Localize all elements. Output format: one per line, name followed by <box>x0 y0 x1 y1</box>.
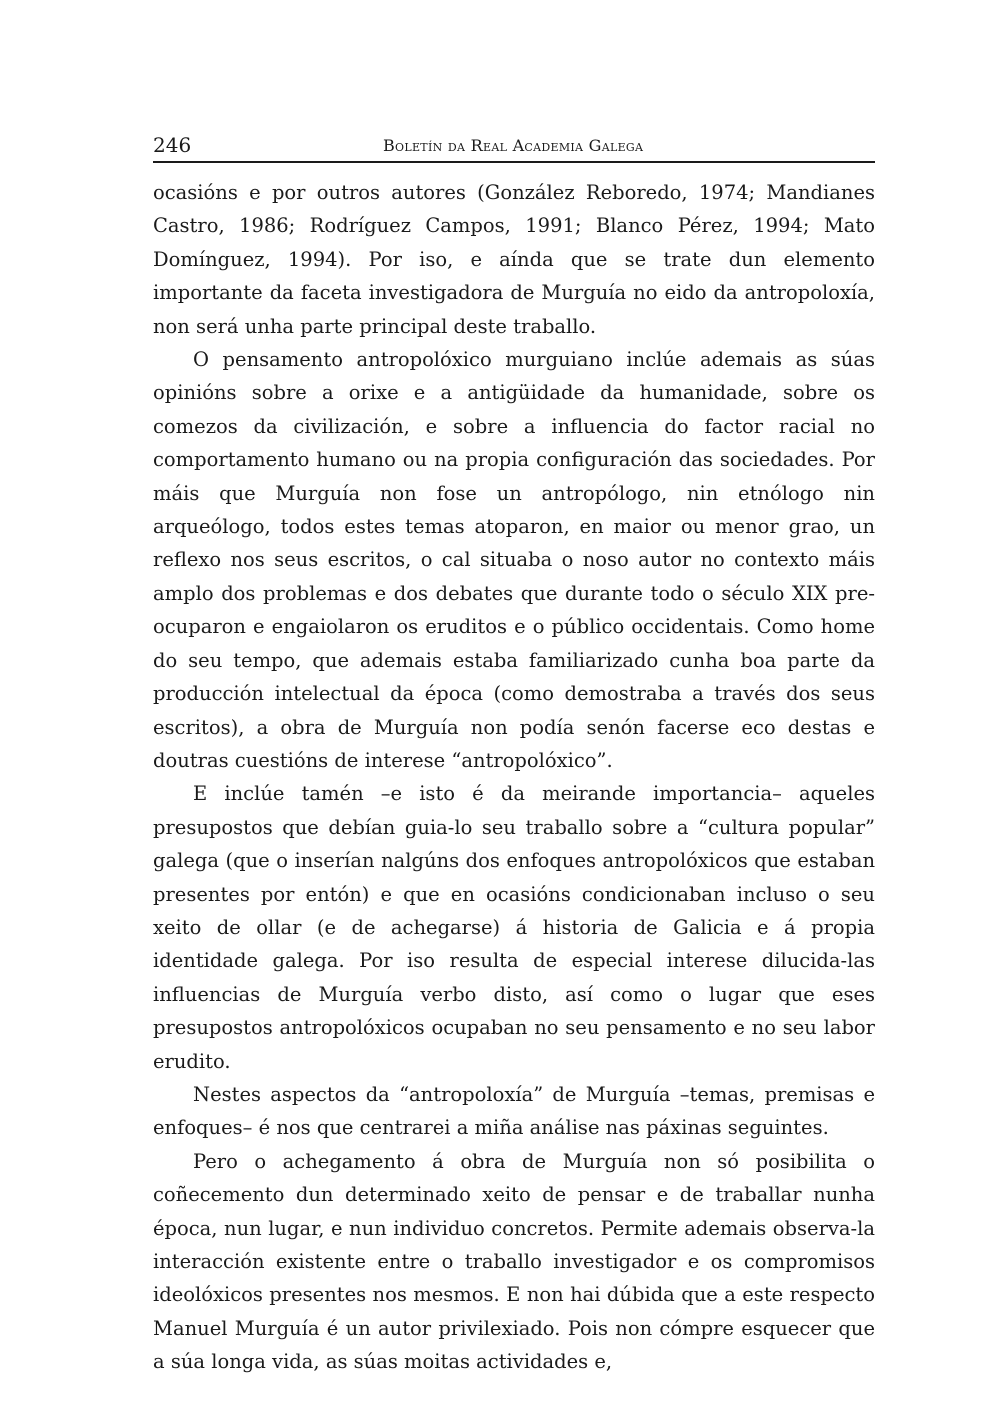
running-header <box>153 131 875 161</box>
paragraph: O pensamento antropolóxico murguiano inclúe ademais as súas opinións sobre a orixe e a antigüidade da humanidade, sobre os comezos da civilización, e sobre a influencia do factor racial no comportamento humano ou na propia configuración das sociedades. Por máis que Murguía non fose un antropólogo, nin etnólogo nin arqueólogo, todos estes temas atoparon, en maior ou menor grao, un reflexo nos seus escritos, o cal situaba o noso autor no contexto máis amplo dos problemas e dos debates que durante todo o século XIX preocuparon e engaiolaron os eruditos e o público occidentais. Como home do seu tempo, que ademais estaba familiarizado cunha boa parte da producción intelectual da época (como demostraba a través dos seus escritos), a obra de Murguía non podía senón facerse eco destas e doutras cuestións de interese “antropolóxico”. <box>153 348 875 772</box>
paragraph-continuation: ocasións e por outros autores (González Reboredo, 1974; Mandianes Castro, 1986; Rodríguez Campos, 1991; Blanco Pérez, 1994; Mato Domínguez, 1994). Por iso, e aínda que se trate dun elemento importante da faceta investigadora de Murguía no eido da antropoloxía, non será unha parte principal deste traballo. <box>153 181 875 338</box>
paragraph: Pero o achegamento á obra de Murguía non só posibilita o coñecemento dun determinado xeito de pensar e de traballar nunha época, nun lugar, e nun individuo concretos. Permite ademais observa-la interacción existente entre o traballo investigador e os compromisos ideolóxicos presentes nos mesmos. E non hai dúbida que a este respecto Manuel Murguía é un autor privilexiado. Pois non cómpre esquecer que a súa longa vida, as súas moitas actividades e, <box>153 1149 875 1374</box>
header-rule <box>153 161 875 163</box>
paragraph: Nestes aspectos da “antropoloxía” de Murguía –temas, premisas e enfoques– é nos que centrarei a miña análise nas páxinas seguintes. <box>153 1082 875 1140</box>
journal-title: Boletín da Real Academia Galega <box>383 136 644 155</box>
paragraph: E inclúe tamén –e isto é da meirande importancia– aqueles presupostos que debían guia-lo seu traballo sobre a “cultura popular” galega (que o inserían nalgúns dos enfoques antropolóxicos que estaban presentes por entón) e que en ocasións condicionaban incluso o seu xeito de ollar (e de achegarse) á historia de Galicia e á propia identidade galega. Por iso resulta de especial interese dilucida-las influencias de Murguía verbo disto, así como o lugar que eses presupostos antropolóxicos ocupaban no seu pensamento e no seu labor erudito. <box>153 782 875 1073</box>
page-number: 246 <box>153 133 192 157</box>
body-text <box>153 176 875 1379</box>
